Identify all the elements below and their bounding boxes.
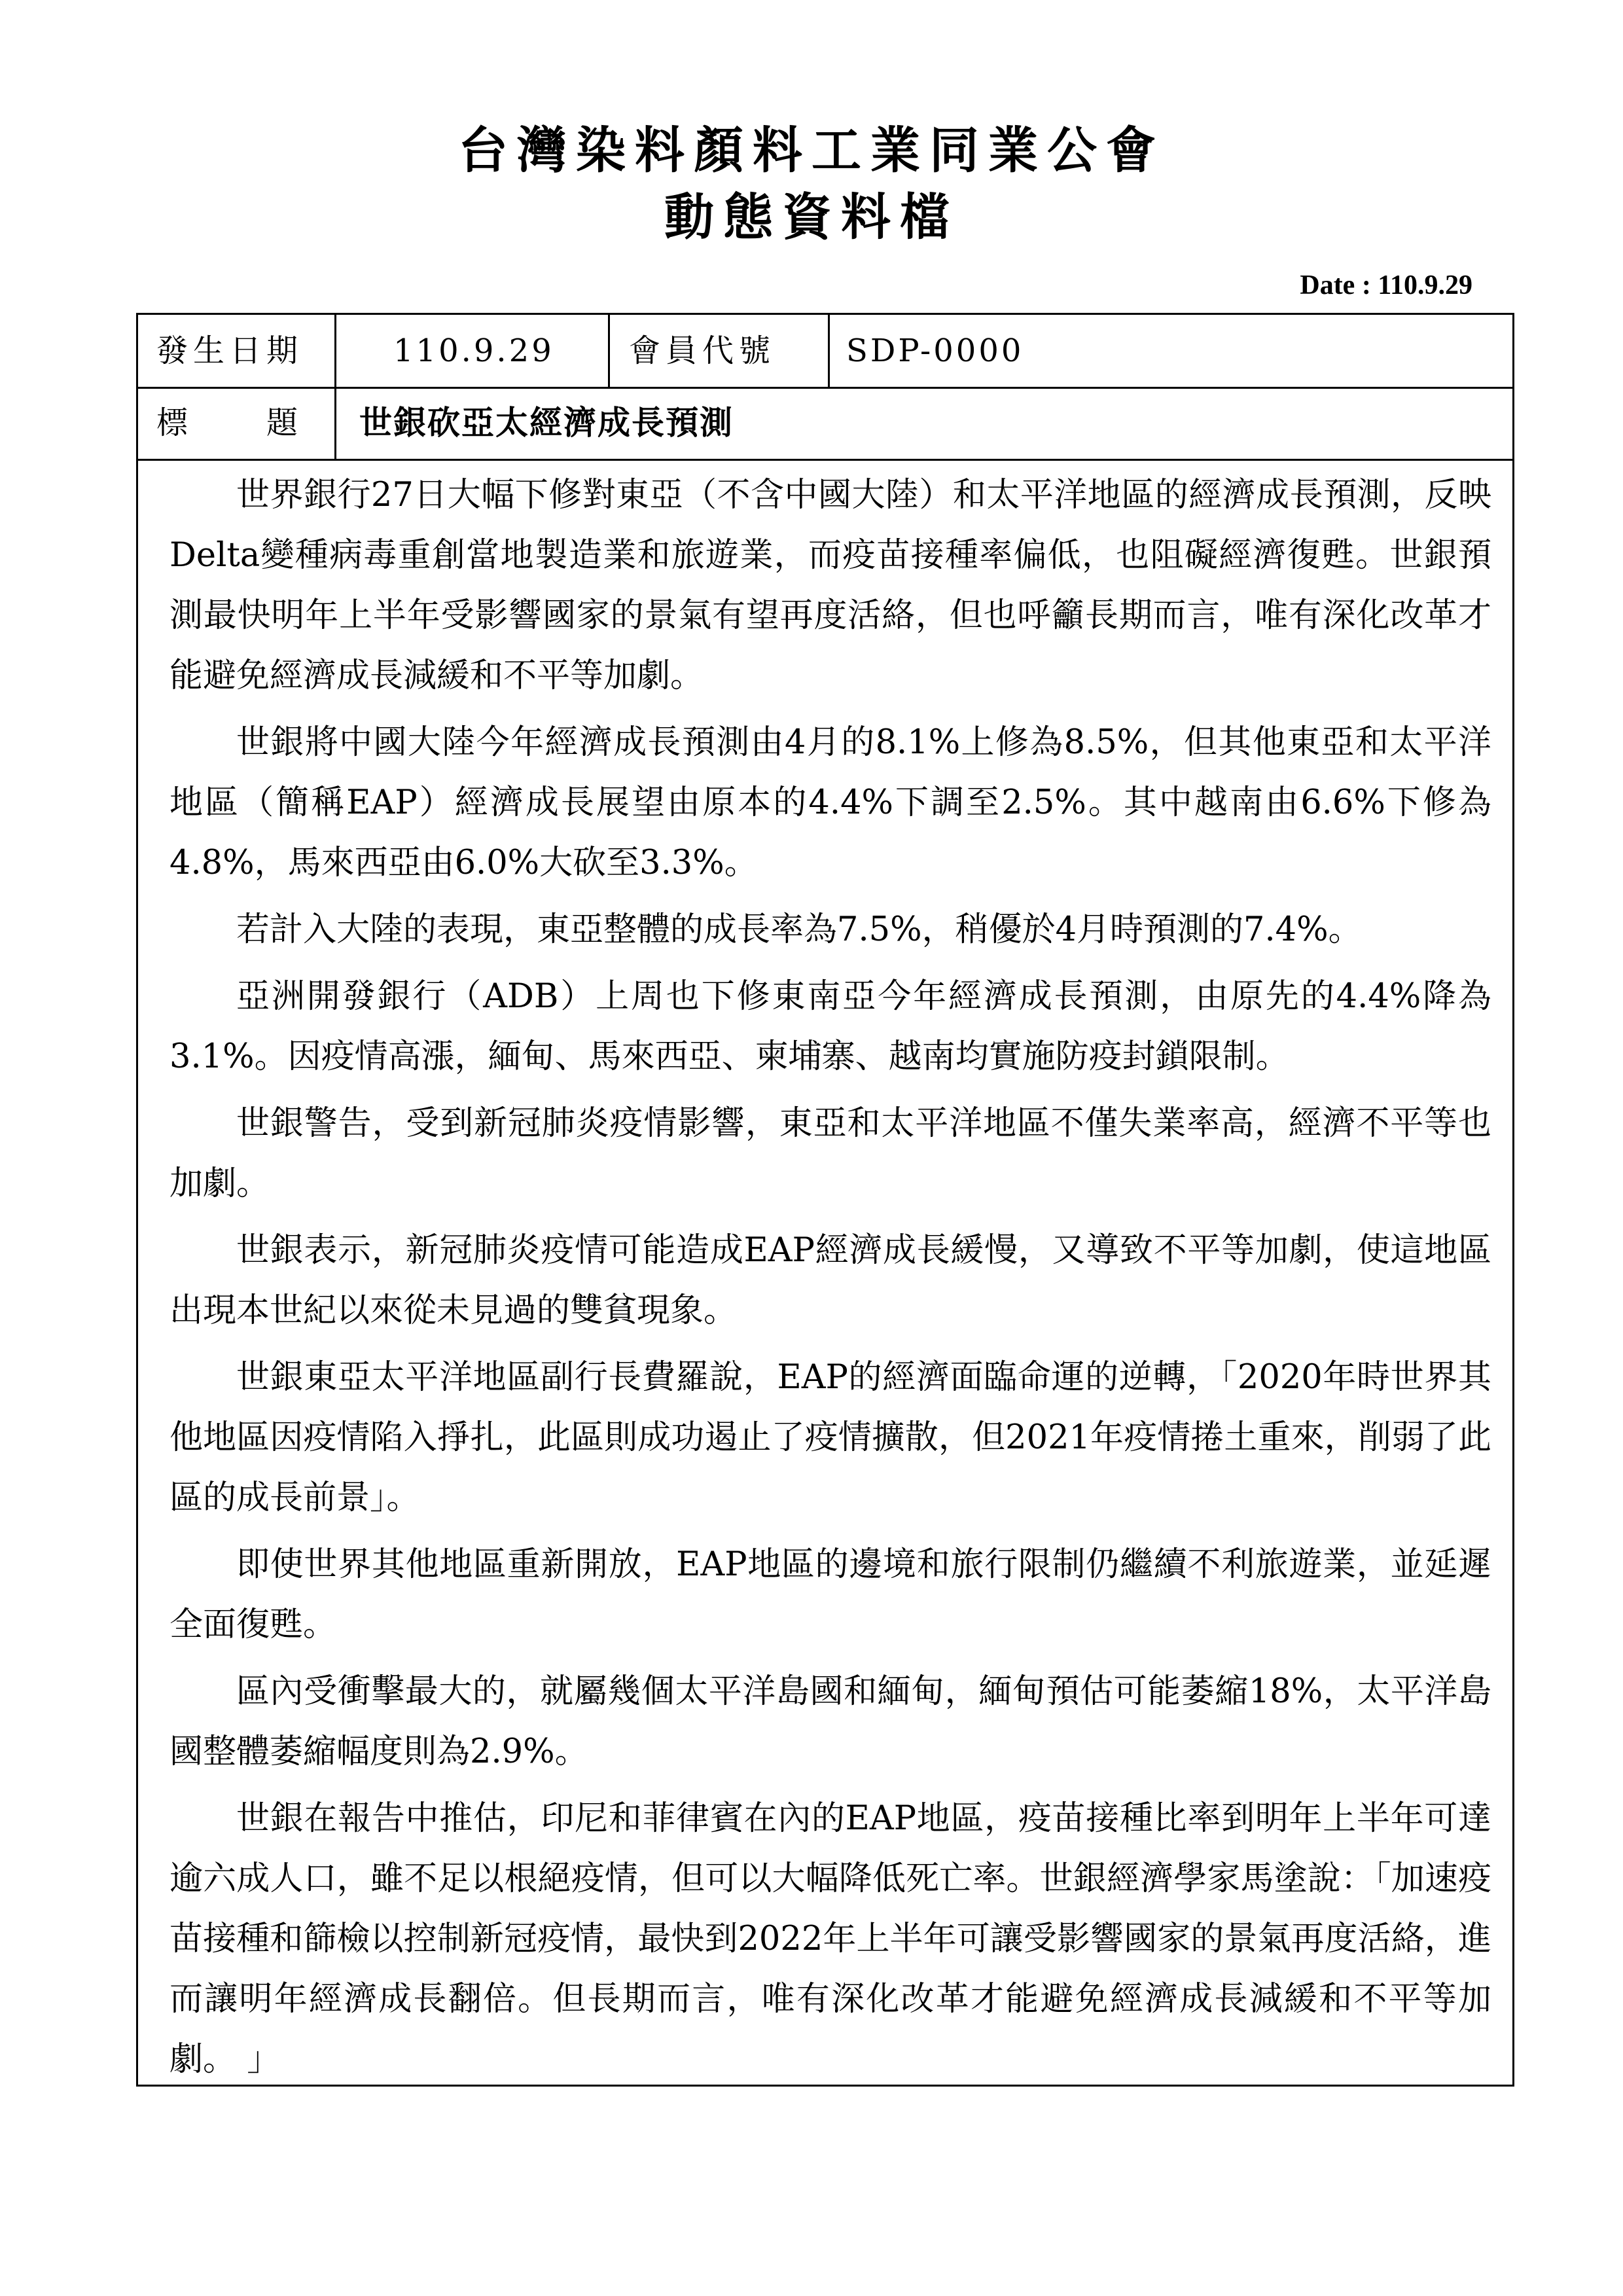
date-label: 發生日期 <box>156 332 304 369</box>
subject-label: 標 題 <box>156 404 304 441</box>
member-label: 會員代號 <box>629 332 776 369</box>
document-date: Date : 110.9.29 <box>1300 270 1472 300</box>
paragraph: 若計入大陸的表現，東亞整體的成長率為7.5%，稍優於4月時預測的7.4%。 <box>236 910 1362 949</box>
document-title: 台灣染料顏料工業同業公會 <box>458 121 1165 179</box>
row-divider <box>138 459 1512 461</box>
paragraph: 即使世界其他地區重新開放，EAP地區的邊境和旅行限制仍繼續不利旅遊業，並延遲全面復甦。 <box>169 1545 1491 1644</box>
record-table <box>136 313 1514 2087</box>
column-divider <box>608 315 610 387</box>
paragraph: 世銀表示，新冠肺炎疫情可能造成EAP經濟成長緩慢，又導致不平等加劇，使這地區出現本世紀以來從未見過的雙貧現象。 <box>169 1231 1491 1330</box>
subject-value: 世銀砍亞太經濟成長預測 <box>359 403 734 442</box>
paragraph: 世銀東亞太平洋地區副行長費羅說，EAP的經濟面臨命運的逆轉，「2020年時世界其他地區因疫情陷入掙扎，此區則成功遏止了疫情擴散，但2021年疫情捲土重來，削弱了此區的成長前景」。 <box>169 1358 1491 1517</box>
paragraph: 世銀警告，受到新冠肺炎疫情影響，東亞和太平洋地區不僅失業率高，經濟不平等也加劇。 <box>169 1104 1491 1203</box>
paragraph: 亞洲開發銀行（ADB）上周也下修東南亞今年經濟成長預測，由原先的4.4%降為3.1%。因疫情高漲，緬甸、馬來西亞、柬埔寨、越南均實施防疫封鎖限制。 <box>169 977 1491 1076</box>
paragraph: 世銀將中國大陸今年經濟成長預測由4月的8.1%上修為8.5%，但其他東亞和太平洋地區（簡稱EAP）經濟成長展望由原本的4.4%下調至2.5%。其中越南由6.6%下修為4.8%，馬來西亞由6.0%大砍至3.3%。 <box>169 723 1491 882</box>
member-value: SDP-0000 <box>846 332 1024 369</box>
paragraph: 世銀在報告中推估，印尼和菲律賓在內的EAP地區，疫苗接種比率到明年上半年可達逾六成人口，雖不足以根絕疫情，但可以大幅降低死亡率。世銀經濟學家馬塗說：「加速疫苗接種和篩檢以控制新冠疫情，最快到2022年上半年可讓受影響國家的景氣再度活絡，進而讓明年經濟成長翻倍。但長期而言，唯有深化改革才能避免經濟成長減緩和不平等加劇。 」 <box>169 1799 1491 2079</box>
column-divider <box>334 315 336 459</box>
date-value: 110.9.29 <box>393 332 554 369</box>
document-subtitle: 動態資料檔 <box>664 188 959 246</box>
paragraph: 世界銀行27日大幅下修對東亞（不含中國大陸）和太平洋地區的經濟成長預測，反映Delta變種病毒重創當地製造業和旅遊業，而疫苗接種率偏低，也阻礙經濟復甦。世銀預測最快明年上半年受影響國家的景氣有望再度活絡，但也呼籲長期而言，唯有深化改革才能避免經濟成長減緩和不平等加劇。 <box>169 476 1491 695</box>
row-divider <box>138 387 1512 389</box>
column-divider <box>828 315 830 387</box>
paragraph: 區內受衝擊最大的，就屬幾個太平洋島國和緬甸，緬甸預估可能萎縮18%，太平洋島國整體萎縮幅度則為2.9%。 <box>169 1672 1491 1771</box>
article-body <box>169 465 1491 2096</box>
